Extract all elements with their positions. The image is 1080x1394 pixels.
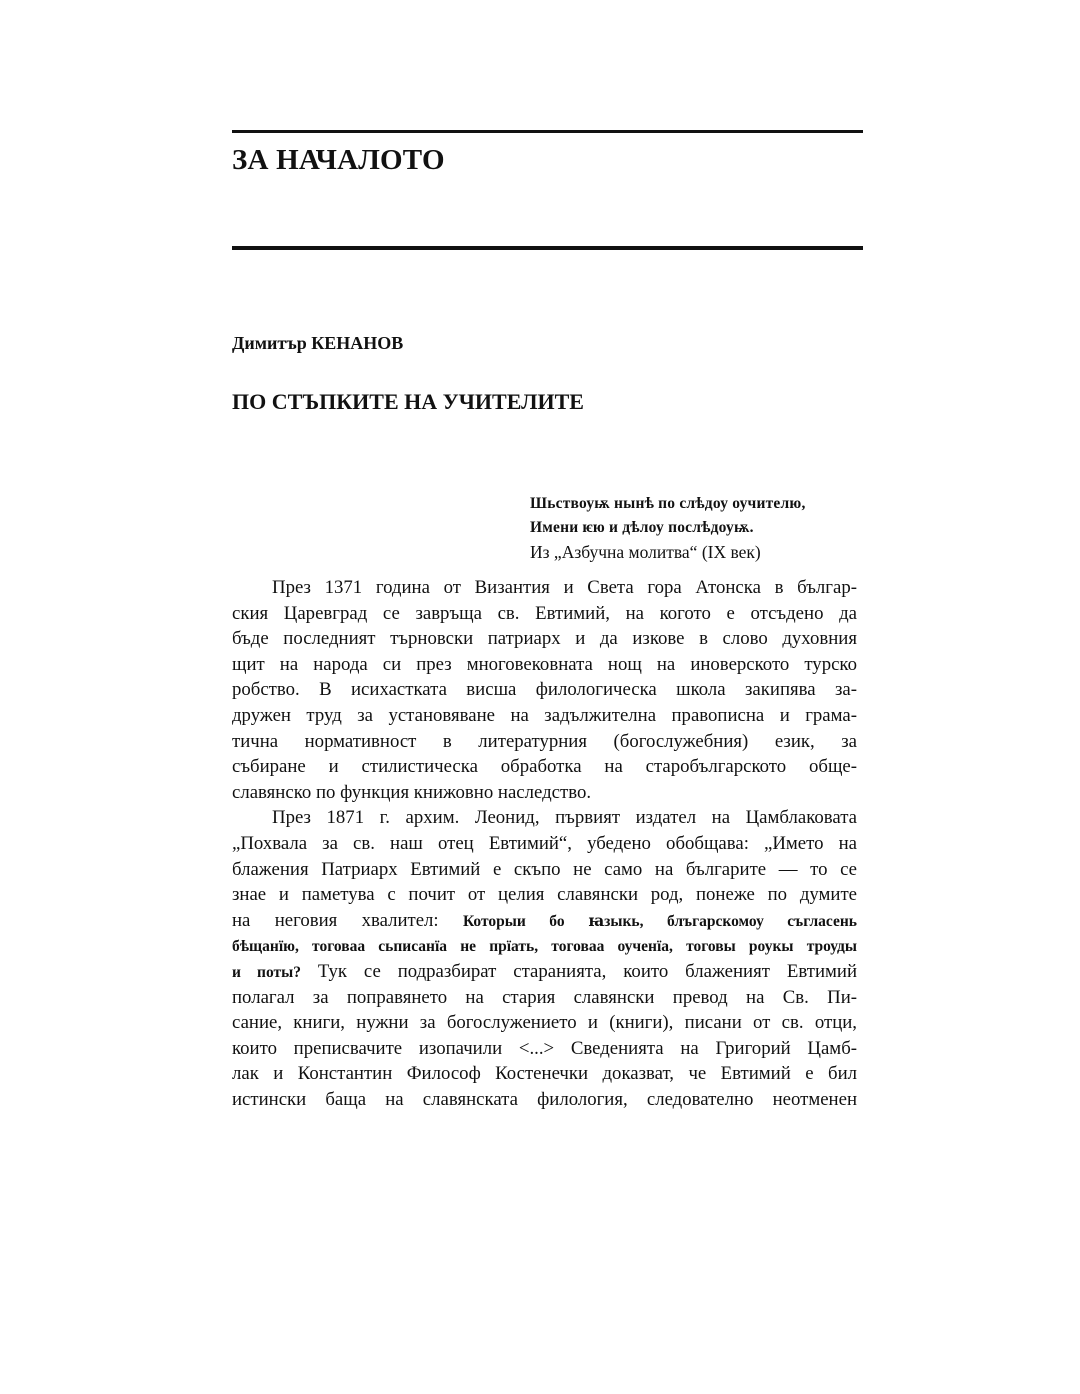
text-line: ския Царевград се завръща св. Евтимий, на когото е отсъдено да <box>232 602 857 624</box>
section-title: ЗА НАЧАЛОТО <box>232 144 445 176</box>
text-line: През 1871 г. архим. Леонид, първият издател на Цамблаковата <box>272 807 857 829</box>
text-line: блажения Патриарх Евтимий е скъпо не само на българите — то се <box>232 858 857 880</box>
text-line: славянско по функция книжовно наследство. <box>232 781 592 803</box>
text-line <box>232 908 857 934</box>
paragraph-1 <box>232 575 857 805</box>
text-line <box>232 959 857 985</box>
text-line: робство. В исихастката висша филологическа школа закипява за- <box>232 679 857 701</box>
text-line: сание, книги, нужни за богослужението и (книги), писани от св. отци, <box>232 1012 857 1034</box>
text-fragment: на неговия хвалител: <box>232 909 463 931</box>
text-line: бъде последният търновски патриарх и да изкове в слово духовния <box>232 628 857 650</box>
top-rule <box>232 130 863 133</box>
bottom-rule <box>232 246 863 250</box>
epigraph-line-1: Шьствоуѭ нынѣ по слѣдоу оучителю, <box>530 495 806 512</box>
epigraph <box>530 492 870 564</box>
text-line: „Похвала за св. наш отец Евтимий“, убедено обобщава: „Името на <box>232 832 857 854</box>
old-slavonic-quote: Которыи бо ꙗзыкь, блъгарскомоу съгласень <box>462 912 857 930</box>
text-line: полагал за поправянето на стария славянски превод на Св. Пи- <box>232 986 857 1008</box>
text-line: знае и паметува с почит от целия славянски род, понеже по думите <box>232 884 857 906</box>
text-line: които преписвачите изопачили <...> Сведенията на Григорий Цамб- <box>232 1037 857 1059</box>
text-line: истински баща на славянската филология, следователно неотменен <box>232 1088 857 1110</box>
text-line: тична нормативност в литературния (богослужебния) език, за <box>232 730 857 752</box>
epigraph-source: Из „Азбучна молитва“ (IX век) <box>530 542 761 562</box>
text-line: лак и Константин Философ Костенечки доказват, че Евтимий е бил <box>232 1063 857 1085</box>
author-name: Димитър КЕНАНОВ <box>232 333 404 353</box>
old-slavonic-quote: бѣщанїю, тоговаа сьписанїа не прїать, тоговаа оученїа, тоговы роукы троуды <box>232 938 857 956</box>
article-title: ПО СТЪПКИТЕ НА УЧИТЕЛИТЕ <box>232 389 584 414</box>
article-body <box>232 575 857 1112</box>
text-line: щит на народа си през многовековната нощ на иноверското турско <box>232 653 857 675</box>
epigraph-line-2: Имени ѥю и дѣлоу послѣдоуѭ. <box>530 519 754 536</box>
paragraph-2 <box>232 805 857 1112</box>
text-fragment: Тук се подразбират старанията, които блаженият Евтимий <box>300 960 857 982</box>
old-slavonic-quote: и поты? <box>232 963 301 981</box>
text-line: дружен труд за установяване на задължителна правописна и грама- <box>232 704 857 726</box>
text-line: събиране и стилистическа обработка на старобългарското обще- <box>232 756 857 778</box>
text-line: През 1371 година от Византия и Света гора Атонска в българ- <box>272 577 857 598</box>
text-line <box>232 933 857 959</box>
